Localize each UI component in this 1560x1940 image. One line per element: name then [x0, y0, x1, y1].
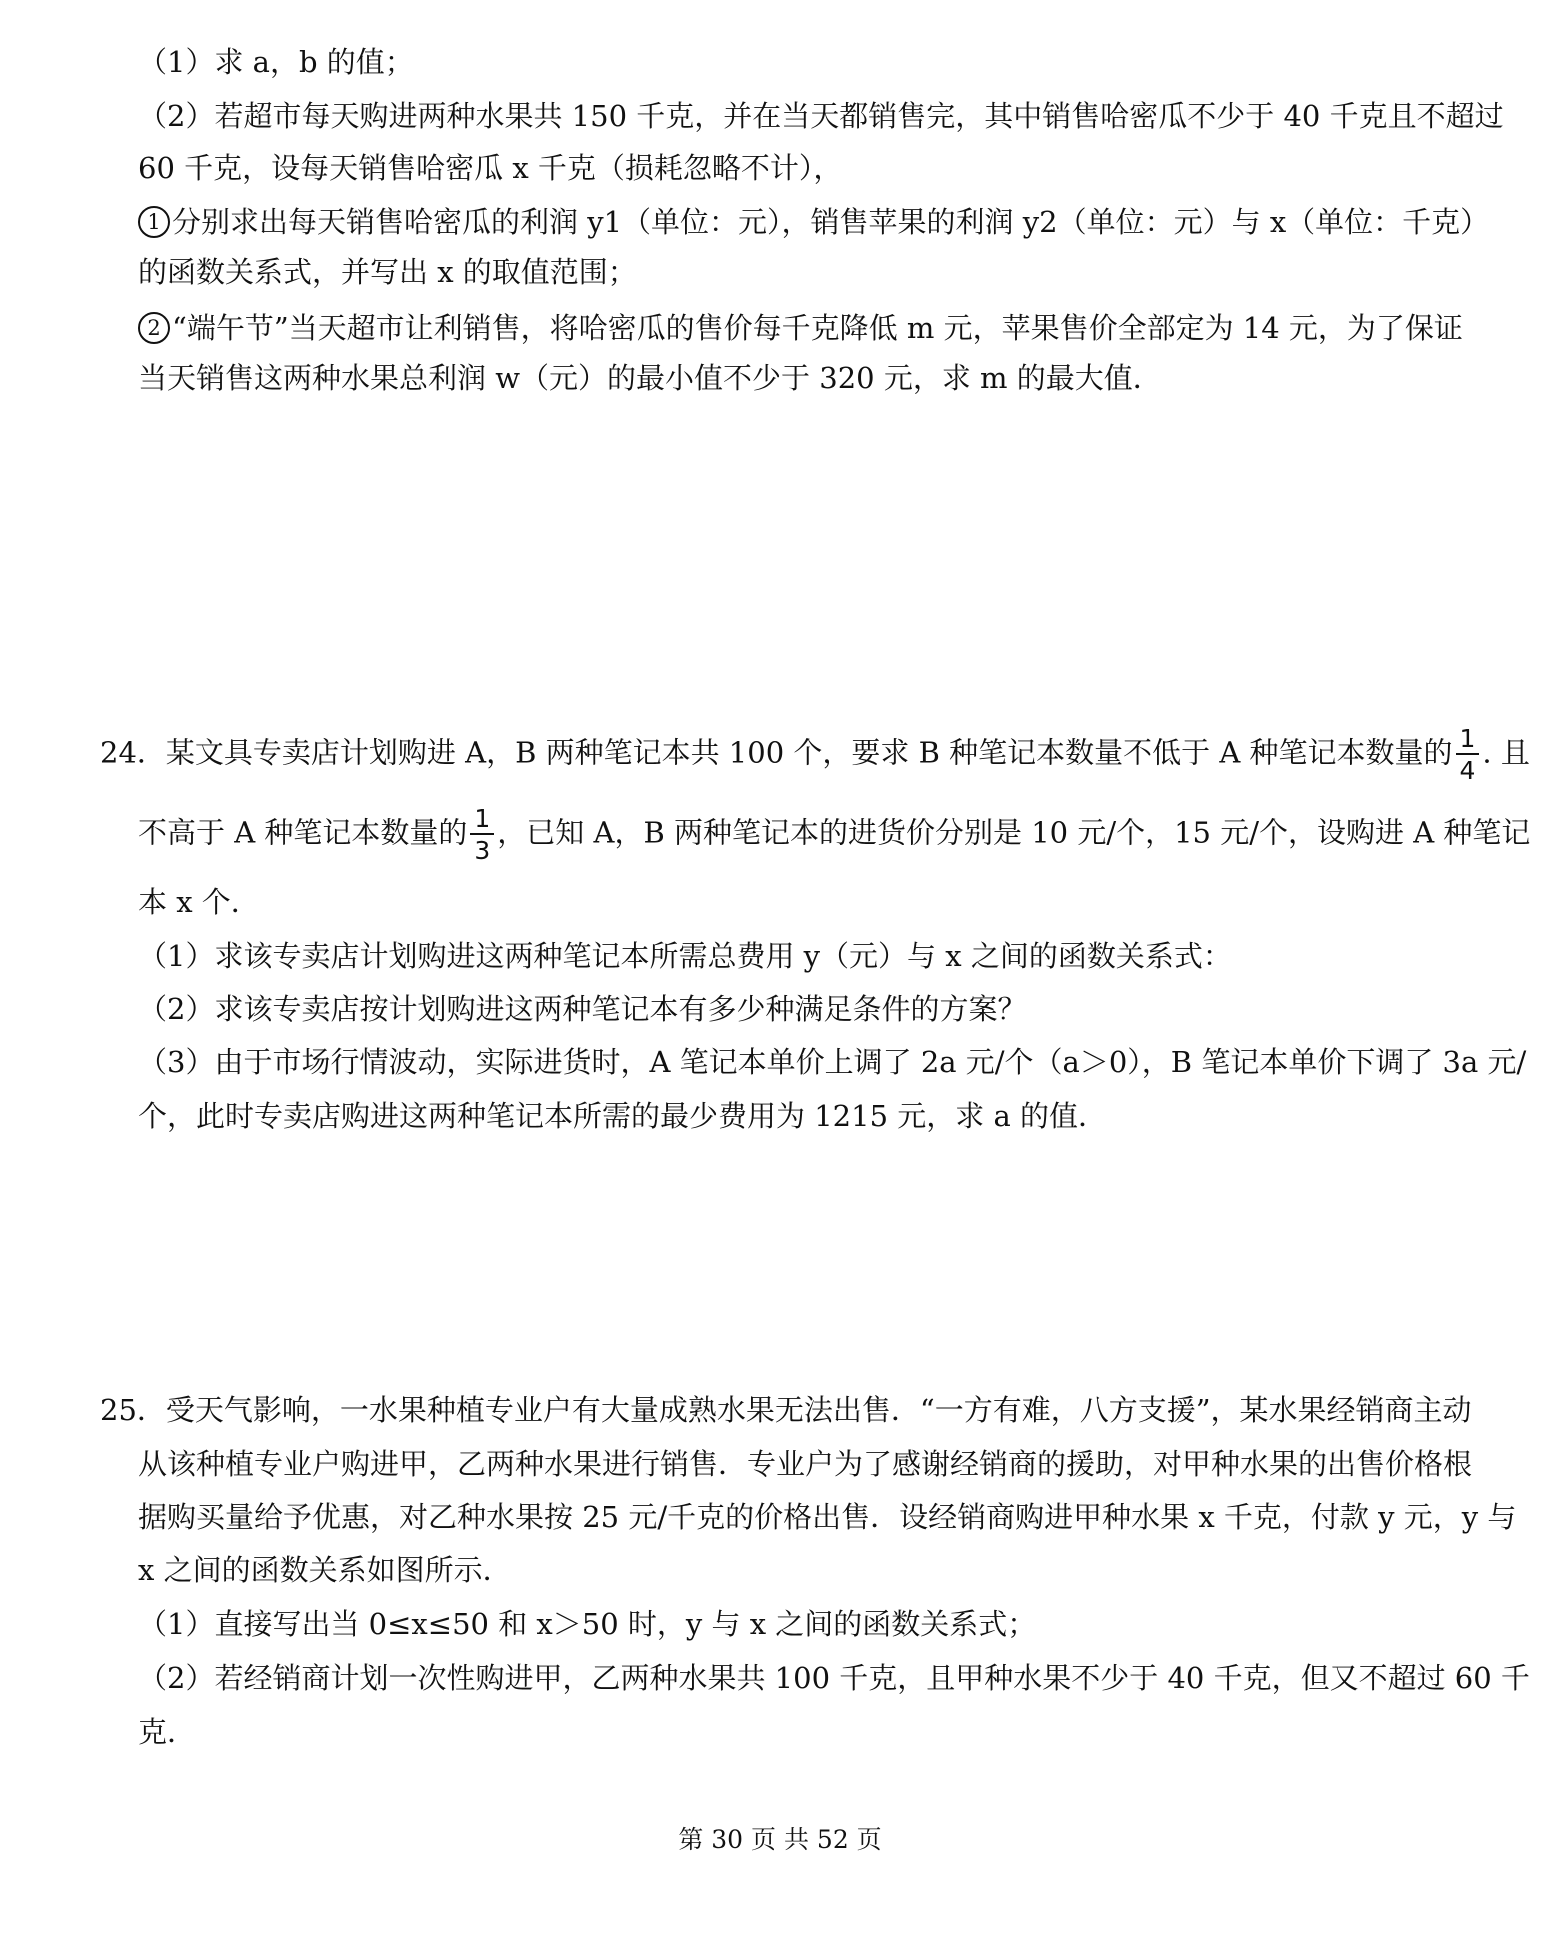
fraction-one-third [470, 806, 494, 863]
fraction-denominator: 4 [1459, 756, 1476, 785]
q23-sub2-line1 [138, 312, 1463, 344]
fraction-denominator: 3 [474, 836, 491, 865]
q23-part2-line2: 60 千克，设每天销售哈密瓜 x 千克（损耗忽略不计）， [138, 151, 843, 185]
q25-line3: 据购买量给予优惠，对乙种水果按 25 元/千克的价格出售．设经销商购进甲种水果 x 千克，付款 y 元，y 与 [138, 1500, 1517, 1534]
page-number-footer: 第 30 页 共 52 页 [678, 1825, 882, 1854]
q24-line3: 本 x 个． [138, 885, 260, 919]
q24-part3-line2: 个，此时专卖店购进这两种笔记本所需的最少费用为 1215 元，求 a 的值． [138, 1099, 1107, 1133]
q25-line4: x 之间的函数关系如图所示． [138, 1553, 512, 1587]
q24-line2-tail: ，已知 A，B 两种笔记本的进货价分别是 10 元/个，15 元/个，设购进 A 种笔记 [497, 815, 1531, 850]
fraction-numerator: 1 [470, 806, 494, 835]
q23-sub1-line1 [138, 206, 1489, 238]
fraction-numerator: 1 [1456, 726, 1480, 755]
circled-number-2: 2 [138, 312, 170, 344]
q24-line1-text: 24．某文具专卖店计划购进 A，B 两种笔记本共 100 个，要求 B 种笔记本数量不低于 A 种笔记本数量的 [100, 735, 1453, 770]
q25-line1: 25．受天气影响，一水果种植专业户有大量成熟水果无法出售．“一方有难，八方支援”，某水果经销商主动 [100, 1393, 1472, 1427]
q25-part2-line1: （2）若经销商计划一次性购进甲，乙两种水果共 100 千克，且甲种水果不少于 40 千克，但又不超过 60 千 [138, 1661, 1530, 1695]
q24-line2 [138, 806, 1530, 863]
q25-part1: （1）直接写出当 0≤x≤50 和 x＞50 时，y 与 x 之间的函数关系式； [138, 1607, 1037, 1641]
q25-part2-line2: 克． [138, 1715, 197, 1749]
q24-line1-tail: . 且 [1482, 735, 1530, 770]
q23-part1: （1）求 a，b 的值； [138, 45, 414, 79]
q24-part1: （1）求该专卖店计划购进这两种笔记本所需总费用 y（元）与 x 之间的函数关系式： [138, 939, 1232, 973]
q24-line2-text: 不高于 A 种笔记本数量的 [138, 815, 468, 850]
q24-part3-line1: （3）由于市场行情波动，实际进货时，A 笔记本单价上调了 2a 元/个（a＞0），B 笔记本单价下调了 3a 元/ [138, 1045, 1527, 1079]
q24-line1 [100, 726, 1530, 783]
q23-sub2-text: “端午节”当天超市让利销售，将哈密瓜的售价每千克降低 m 元，苹果售价全部定为 14 元，为了保证 [172, 311, 1463, 345]
fraction-one-quarter [1456, 726, 1480, 783]
q25-line2: 从该种植专业户购进甲，乙两种水果进行销售．专业户为了感谢经销商的援助，对甲种水果的出售价格根 [138, 1447, 1473, 1481]
q23-sub1-text: 分别求出每天销售哈密瓜的利润 y1（单位：元），销售苹果的利润 y2（单位：元）与 x（单位：千克） [172, 205, 1490, 239]
q23-sub2-line2: 当天销售这两种水果总利润 w（元）的最小值不少于 320 元，求 m 的最大值． [138, 361, 1162, 395]
q23-part2-line1: （2）若超市每天购进两种水果共 150 千克，并在当天都销售完，其中销售哈密瓜不少于 40 千克且不超过 [138, 99, 1504, 133]
circled-number-1: 1 [138, 206, 170, 238]
q24-part2: （2）求该专卖店按计划购进这两种笔记本有多少种满足条件的方案？ [138, 992, 1027, 1026]
q23-sub1-line2: 的函数关系式，并写出 x 的取值范围； [138, 255, 637, 289]
